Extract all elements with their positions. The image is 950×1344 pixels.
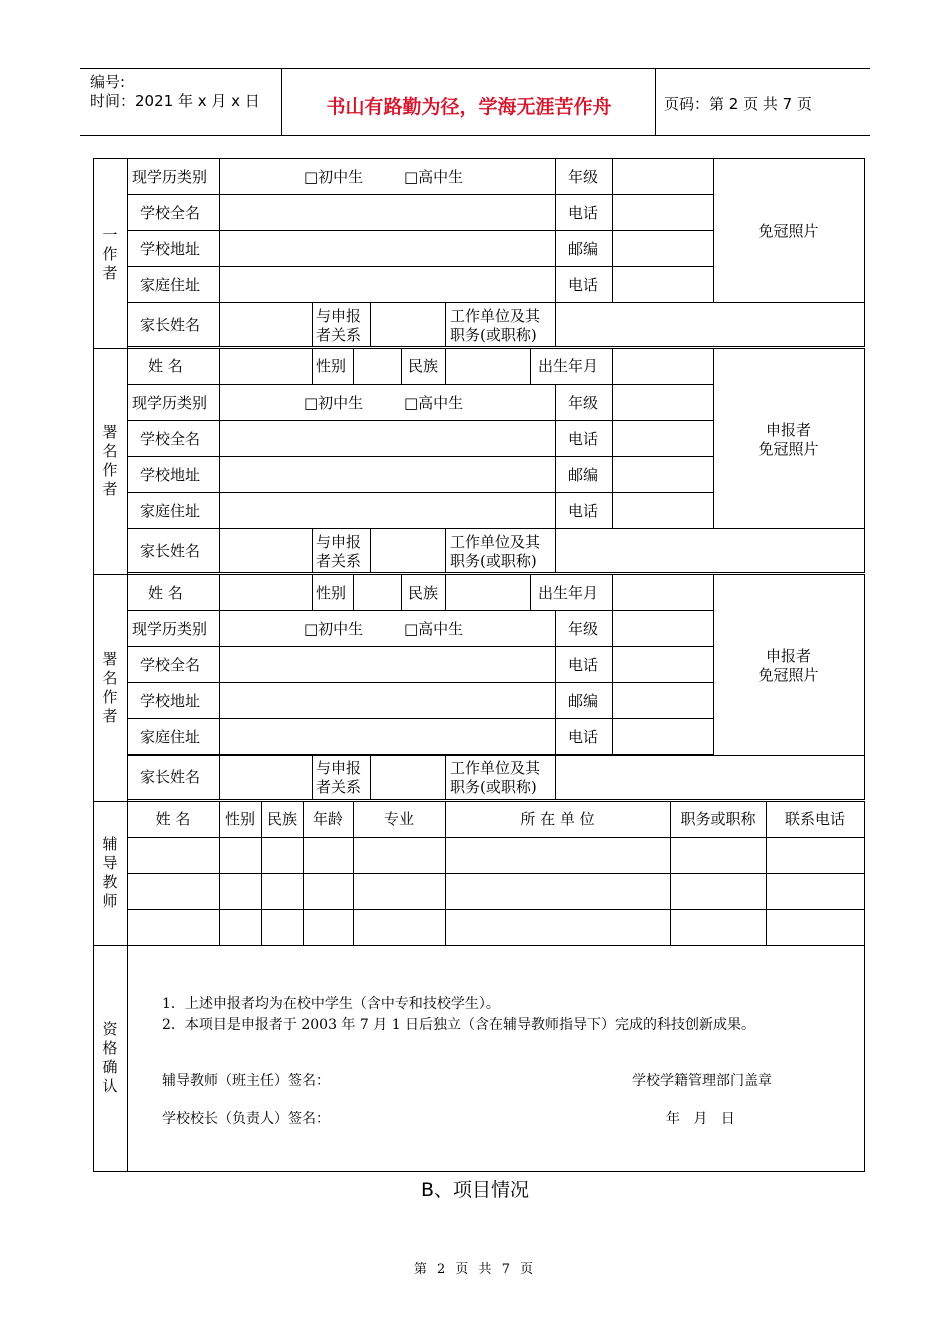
signed-author-1-gender-field[interactable] bbox=[353, 348, 402, 385]
signed-author-2-postcode-field[interactable] bbox=[612, 682, 714, 719]
tutor-input-cell[interactable] bbox=[127, 837, 220, 874]
signed-author-1-grade-field[interactable] bbox=[612, 384, 714, 421]
label-gender: 性别 bbox=[316, 357, 347, 375]
qualification-box bbox=[127, 945, 865, 1172]
tutor-input-cell[interactable] bbox=[219, 837, 262, 874]
tutor-col-phone: 联系电话 bbox=[784, 810, 845, 828]
doc-date: 时间：2021 年 x 月 x 日 bbox=[90, 92, 260, 110]
checkbox-gaozhong[interactable]: □高中生 bbox=[404, 168, 464, 186]
signed-author-2-grade-field[interactable] bbox=[612, 610, 714, 647]
tutor-input-cell[interactable] bbox=[219, 909, 262, 946]
signed-author-2-gender-field[interactable] bbox=[353, 574, 402, 611]
first-author-phone-field[interactable] bbox=[612, 194, 714, 231]
page-indicator: 页码：第 2 页 共 7 页 bbox=[664, 95, 812, 113]
tutor-col-title: 职务或职称 bbox=[680, 810, 756, 828]
signed-author-1-ethnic-field[interactable] bbox=[445, 348, 531, 385]
tutor-col-age: 年龄 bbox=[312, 810, 343, 828]
signed-author-2-phone-field[interactable] bbox=[612, 646, 714, 683]
header-divider-left bbox=[281, 68, 282, 136]
signed-author-2-work-unit-field[interactable] bbox=[555, 755, 865, 800]
tutor-input-cell[interactable] bbox=[261, 873, 304, 910]
signed-author-2-ethnic-field[interactable] bbox=[445, 574, 531, 611]
label-postcode: 邮编 bbox=[568, 466, 599, 484]
tutor-input-cell[interactable] bbox=[127, 873, 220, 910]
label-phone: 电话 bbox=[568, 656, 599, 674]
tutor-input-cell[interactable] bbox=[261, 837, 304, 874]
tutor-input-cell[interactable] bbox=[353, 873, 446, 910]
photo-placeholder-signed-1-line2: 免冠照片 bbox=[758, 440, 819, 458]
signed-author-1-birth-field[interactable] bbox=[612, 348, 714, 385]
tutor-signature-label: 辅导教师（班主任）签名： bbox=[162, 1073, 330, 1089]
label-parent-name: 家长姓名 bbox=[140, 316, 201, 334]
first-author-parent-name-field[interactable] bbox=[219, 302, 313, 347]
section-tutor: 辅导教师 bbox=[102, 835, 118, 910]
doc-number-label: 编号: bbox=[90, 73, 126, 91]
tutor-input-cell[interactable] bbox=[353, 837, 446, 874]
label-xueli: 现学历类别 bbox=[132, 168, 208, 186]
signed-author-1-postcode-field[interactable] bbox=[612, 456, 714, 493]
signed-author-2-name-field[interactable] bbox=[219, 574, 313, 611]
label-birth: 出生年月 bbox=[538, 357, 599, 375]
checkbox-chuzhong[interactable]: □初中生 bbox=[304, 620, 364, 638]
tutor-input-cell[interactable] bbox=[445, 837, 671, 874]
tutor-input-cell[interactable] bbox=[766, 837, 865, 874]
tutor-input-cell[interactable] bbox=[670, 837, 767, 874]
tutor-input-cell[interactable] bbox=[670, 873, 767, 910]
tutor-input-cell[interactable] bbox=[303, 873, 354, 910]
label-school-name: 学校全名 bbox=[140, 656, 201, 674]
school-stamp-label: 学校学籍管理部门盖章 bbox=[632, 1073, 772, 1089]
first-author-grade-field[interactable] bbox=[612, 158, 714, 195]
label-work-unit: 工作单位及其职务(或职称) bbox=[450, 307, 541, 344]
tutor-col-major: 专业 bbox=[383, 810, 414, 828]
label-name: 姓 名 bbox=[148, 584, 183, 602]
tutor-input-cell[interactable] bbox=[353, 909, 446, 946]
signed-author-2-parent-name-field[interactable] bbox=[219, 755, 313, 800]
label-phone-home: 电话 bbox=[568, 502, 599, 520]
header-top-rule bbox=[80, 68, 870, 69]
label-parent-name: 家长姓名 bbox=[140, 768, 201, 786]
tutor-input-cell[interactable] bbox=[766, 873, 865, 910]
photo-placeholder-signed-1-line1: 申报者 bbox=[765, 421, 811, 439]
label-home-addr: 家庭住址 bbox=[140, 276, 201, 294]
photo-placeholder-signed-2-line1: 申报者 bbox=[765, 647, 811, 665]
signed-author-1-phone-field[interactable] bbox=[612, 420, 714, 457]
label-gender: 性别 bbox=[316, 584, 347, 602]
first-author-postcode-field[interactable] bbox=[612, 230, 714, 267]
principal-signature-label: 学校校长（负责人）签名： bbox=[162, 1111, 330, 1127]
label-school-name: 学校全名 bbox=[140, 204, 201, 222]
tutor-col-unit: 所 在 单 位 bbox=[520, 810, 595, 828]
label-xueli: 现学历类别 bbox=[132, 620, 208, 638]
tutor-input-cell[interactable] bbox=[445, 873, 671, 910]
qualification-statement-2: 2．本项目是申报者于 2003 年 7 月 1 日后独立（含在辅导教师指导下）完成的科技创新成果。 bbox=[162, 1017, 756, 1033]
section-first-author: 一作者 bbox=[102, 226, 118, 282]
section-title-project: B、项目情况 bbox=[420, 1179, 530, 1201]
photo-placeholder-signed-2-line2: 免冠照片 bbox=[758, 666, 819, 684]
xueli-options-cell[interactable] bbox=[219, 610, 556, 647]
section-signed-author-1: 署名作者 bbox=[102, 423, 118, 498]
label-relation: 与申报者关系 bbox=[316, 307, 362, 344]
signed-author-1-name-field[interactable] bbox=[219, 348, 313, 385]
photo-placeholder-first: 免冠照片 bbox=[758, 222, 819, 240]
label-school-addr: 学校地址 bbox=[140, 466, 201, 484]
label-nianji: 年级 bbox=[568, 620, 599, 638]
tutor-col-gender: 性别 bbox=[224, 810, 255, 828]
label-name: 姓 名 bbox=[148, 357, 183, 375]
first-author-school-addr-field[interactable] bbox=[219, 230, 556, 267]
qualification-statement-1: 1．上述申报者均为在校中学生（含中专和技校学生）。 bbox=[162, 996, 500, 1012]
label-school-addr: 学校地址 bbox=[140, 692, 201, 710]
signed-author-2-birth-field[interactable] bbox=[612, 574, 714, 611]
first-author-home-addr-field[interactable] bbox=[219, 266, 556, 303]
checkbox-chuzhong[interactable]: □初中生 bbox=[304, 394, 364, 412]
tutor-input-cell[interactable] bbox=[670, 909, 767, 946]
label-relation: 与申报者关系 bbox=[316, 759, 362, 796]
signed-author-2-school-addr-field[interactable] bbox=[219, 682, 556, 719]
label-phone: 电话 bbox=[568, 430, 599, 448]
header-bottom-rule bbox=[80, 135, 870, 136]
signed-author-1-work-unit-field[interactable] bbox=[555, 528, 865, 573]
header-motto: 书山有路勤为径，学海无涯苦作舟 bbox=[326, 96, 612, 118]
label-xueli: 现学历类别 bbox=[132, 394, 208, 412]
label-phone-home: 电话 bbox=[568, 728, 599, 746]
first-author-home-phone-field[interactable] bbox=[612, 266, 714, 303]
label-relation: 与申报者关系 bbox=[316, 533, 362, 570]
tutor-input-cell[interactable] bbox=[766, 909, 865, 946]
first-author-relation-field[interactable] bbox=[370, 302, 446, 347]
page-footer: 第 2 页 共 7 页 bbox=[413, 1262, 537, 1277]
checkbox-gaozhong[interactable]: □高中生 bbox=[404, 620, 464, 638]
label-parent-name: 家长姓名 bbox=[140, 542, 201, 560]
signed-author-2-home-addr-field[interactable] bbox=[219, 718, 556, 755]
label-phone-home: 电话 bbox=[568, 276, 599, 294]
signed-author-1-home-addr-field[interactable] bbox=[219, 492, 556, 529]
label-phone: 电话 bbox=[568, 204, 599, 222]
tutor-col-ethnic: 民族 bbox=[266, 810, 297, 828]
tutor-input-cell[interactable] bbox=[303, 909, 354, 946]
label-ethnic: 民族 bbox=[408, 357, 439, 375]
section-qualification: 资格确认 bbox=[102, 1020, 118, 1095]
label-home-addr: 家庭住址 bbox=[140, 502, 201, 520]
signed-author-1-relation-field[interactable] bbox=[370, 528, 446, 573]
label-work-unit: 工作单位及其职务(或职称) bbox=[450, 533, 541, 570]
label-birth: 出生年月 bbox=[538, 584, 599, 602]
label-ethnic: 民族 bbox=[408, 584, 439, 602]
signed-author-1-school-addr-field[interactable] bbox=[219, 456, 556, 493]
tutor-input-cell[interactable] bbox=[445, 909, 671, 946]
signed-author-1-parent-name-field[interactable] bbox=[219, 528, 313, 573]
tutor-input-cell[interactable] bbox=[303, 837, 354, 874]
signed-author-1-school-name-field[interactable] bbox=[219, 420, 556, 457]
signed-author-2-school-name-field[interactable] bbox=[219, 646, 556, 683]
label-school-addr: 学校地址 bbox=[140, 240, 201, 258]
date-label: 年 月 日 bbox=[666, 1111, 735, 1127]
label-home-addr: 家庭住址 bbox=[140, 728, 201, 746]
signed-author-2-home-phone-field[interactable] bbox=[612, 718, 714, 755]
checkbox-gaozhong[interactable]: □高中生 bbox=[404, 394, 464, 412]
tutor-input-cell[interactable] bbox=[127, 909, 220, 946]
label-nianji: 年级 bbox=[568, 168, 599, 186]
label-postcode: 邮编 bbox=[568, 692, 599, 710]
checkbox-chuzhong[interactable]: □初中生 bbox=[304, 168, 364, 186]
tutor-input-cell[interactable] bbox=[219, 873, 262, 910]
label-work-unit: 工作单位及其职务(或职称) bbox=[450, 759, 541, 796]
first-author-work-unit-field[interactable] bbox=[555, 302, 865, 347]
xueli-options-cell[interactable] bbox=[219, 158, 556, 195]
signed-author-1-home-phone-field[interactable] bbox=[612, 492, 714, 529]
xueli-options-cell[interactable] bbox=[219, 384, 556, 421]
tutor-input-cell[interactable] bbox=[261, 909, 304, 946]
first-author-school-name-field[interactable] bbox=[219, 194, 556, 231]
label-nianji: 年级 bbox=[568, 394, 599, 412]
signed-author-2-relation-field[interactable] bbox=[370, 755, 446, 800]
label-school-name: 学校全名 bbox=[140, 430, 201, 448]
section-signed-author-2: 署名作者 bbox=[102, 650, 118, 725]
tutor-col-name: 姓 名 bbox=[155, 810, 191, 828]
header-divider-right bbox=[655, 68, 656, 136]
label-postcode: 邮编 bbox=[568, 240, 599, 258]
